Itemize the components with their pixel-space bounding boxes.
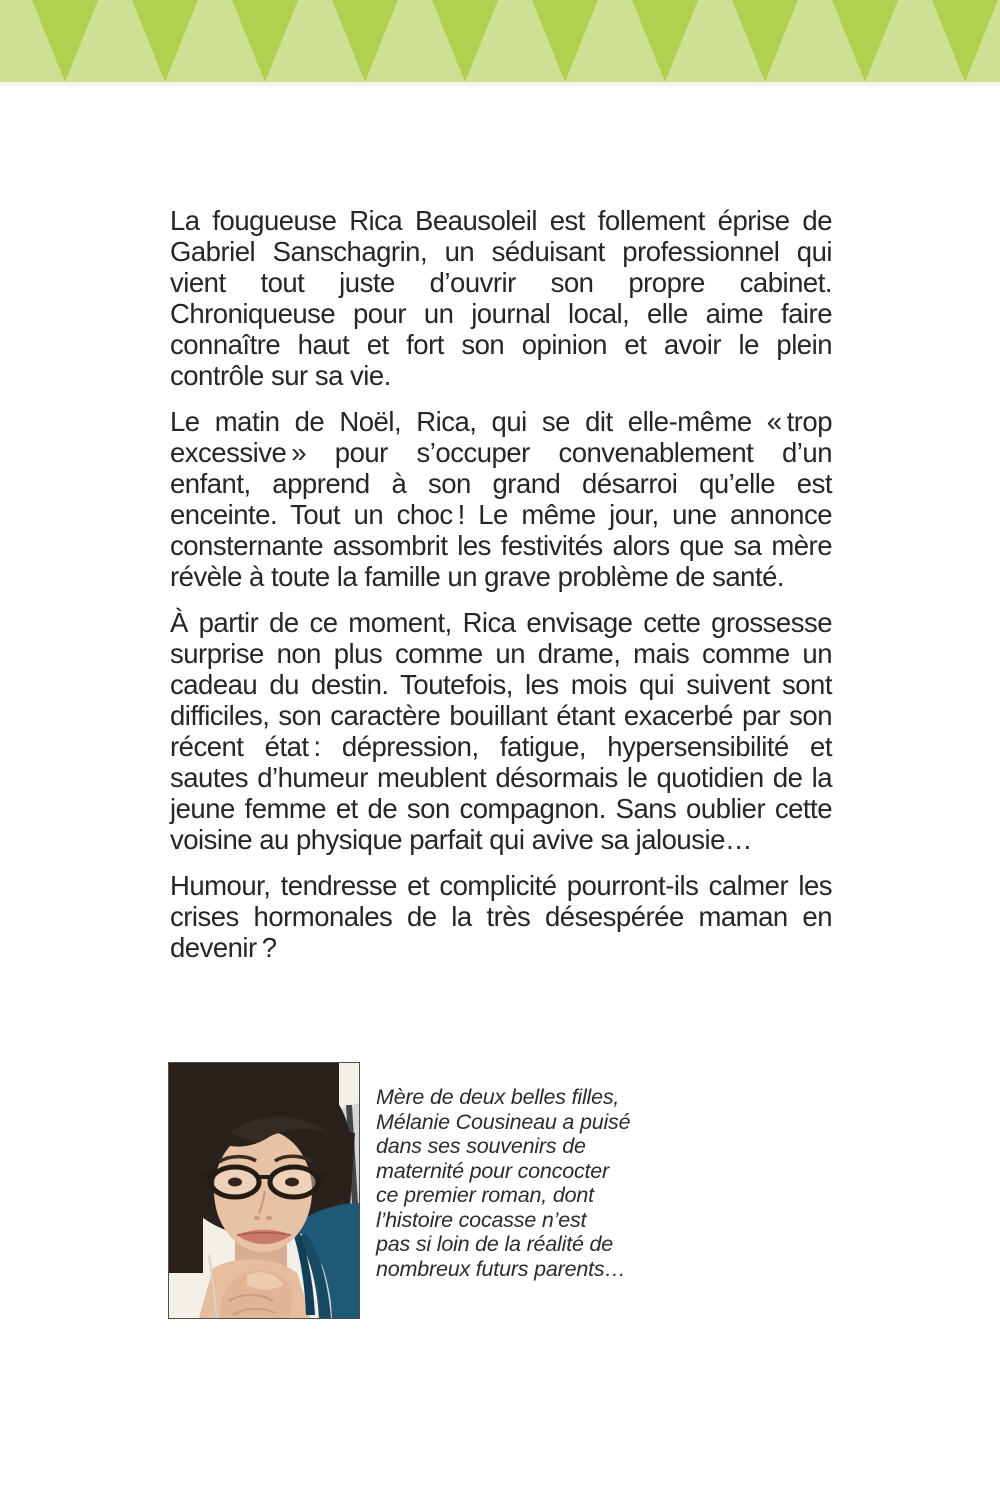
synopsis-paragraph-2: Le matin de Noël, Rica, qui se dit elle-même « trop excessive » pour s’occuper convenablement d’un enfant, apprend à son grand désarroi qu’elle est enceinte. Tout un choc ! Le même jour, une annonce consternante assombrit les festivités alors que sa mère révèle à toute la famille un grave problème de santé. [170, 406, 832, 592]
synopsis-paragraph-4: Humour, tendresse et complicité pourront-ils calmer les crises hormonales de la très désespérée maman en devenir ? [170, 870, 832, 963]
synopsis [170, 205, 832, 978]
synopsis-paragraph-3: À partir de ce moment, Rica envisage cette grossesse surprise non plus comme un drame, mais comme un cadeau du destin. Toutefois, les mois qui suivent sont difficiles, son caractère bouillant étant exacerbé par son récent état : dépression, fatigue, hypersensibilité et sautes d’humeur meublent désormais le quotidien de la jeune femme et de son compagnon. Sans oublier cette voisine au physique parfait qui avive sa jalousie… [170, 607, 832, 855]
synopsis-paragraph-1: La fougueuse Rica Beausoleil est follement éprise de Gabriel Sanschagrin, un séduisant professionnel qui vient tout juste d’ouvrir son propre cabinet. Chroniqueuse pour un journal local, elle aime faire connaître haut et fort son opinion et avoir le plein contrôle sur sa vie. [170, 205, 832, 391]
author-bio [376, 1085, 706, 1281]
author-bio-line: pas si loin de la réalité de [376, 1232, 614, 1256]
author-photo [168, 1062, 360, 1319]
author-bio-line: nombreux futurs parents… [376, 1256, 626, 1281]
author-bio-line: dans ses souvenirs de [376, 1134, 586, 1158]
author-bio-line: maternité pour concocter [376, 1158, 610, 1183]
zigzag-banner [0, 0, 1000, 90]
author-bio-line: ce premier roman, dont [376, 1183, 594, 1207]
author-bio-line: l’histoire cocasse n’est [376, 1207, 587, 1232]
author-bio-line: Mélanie Cousineau a puisé [376, 1109, 631, 1134]
zigzag-banner-graphic [0, 0, 1000, 90]
author-bio-line: Mère de deux belles filles, [376, 1085, 620, 1109]
author-portrait-illustration [169, 1063, 359, 1318]
